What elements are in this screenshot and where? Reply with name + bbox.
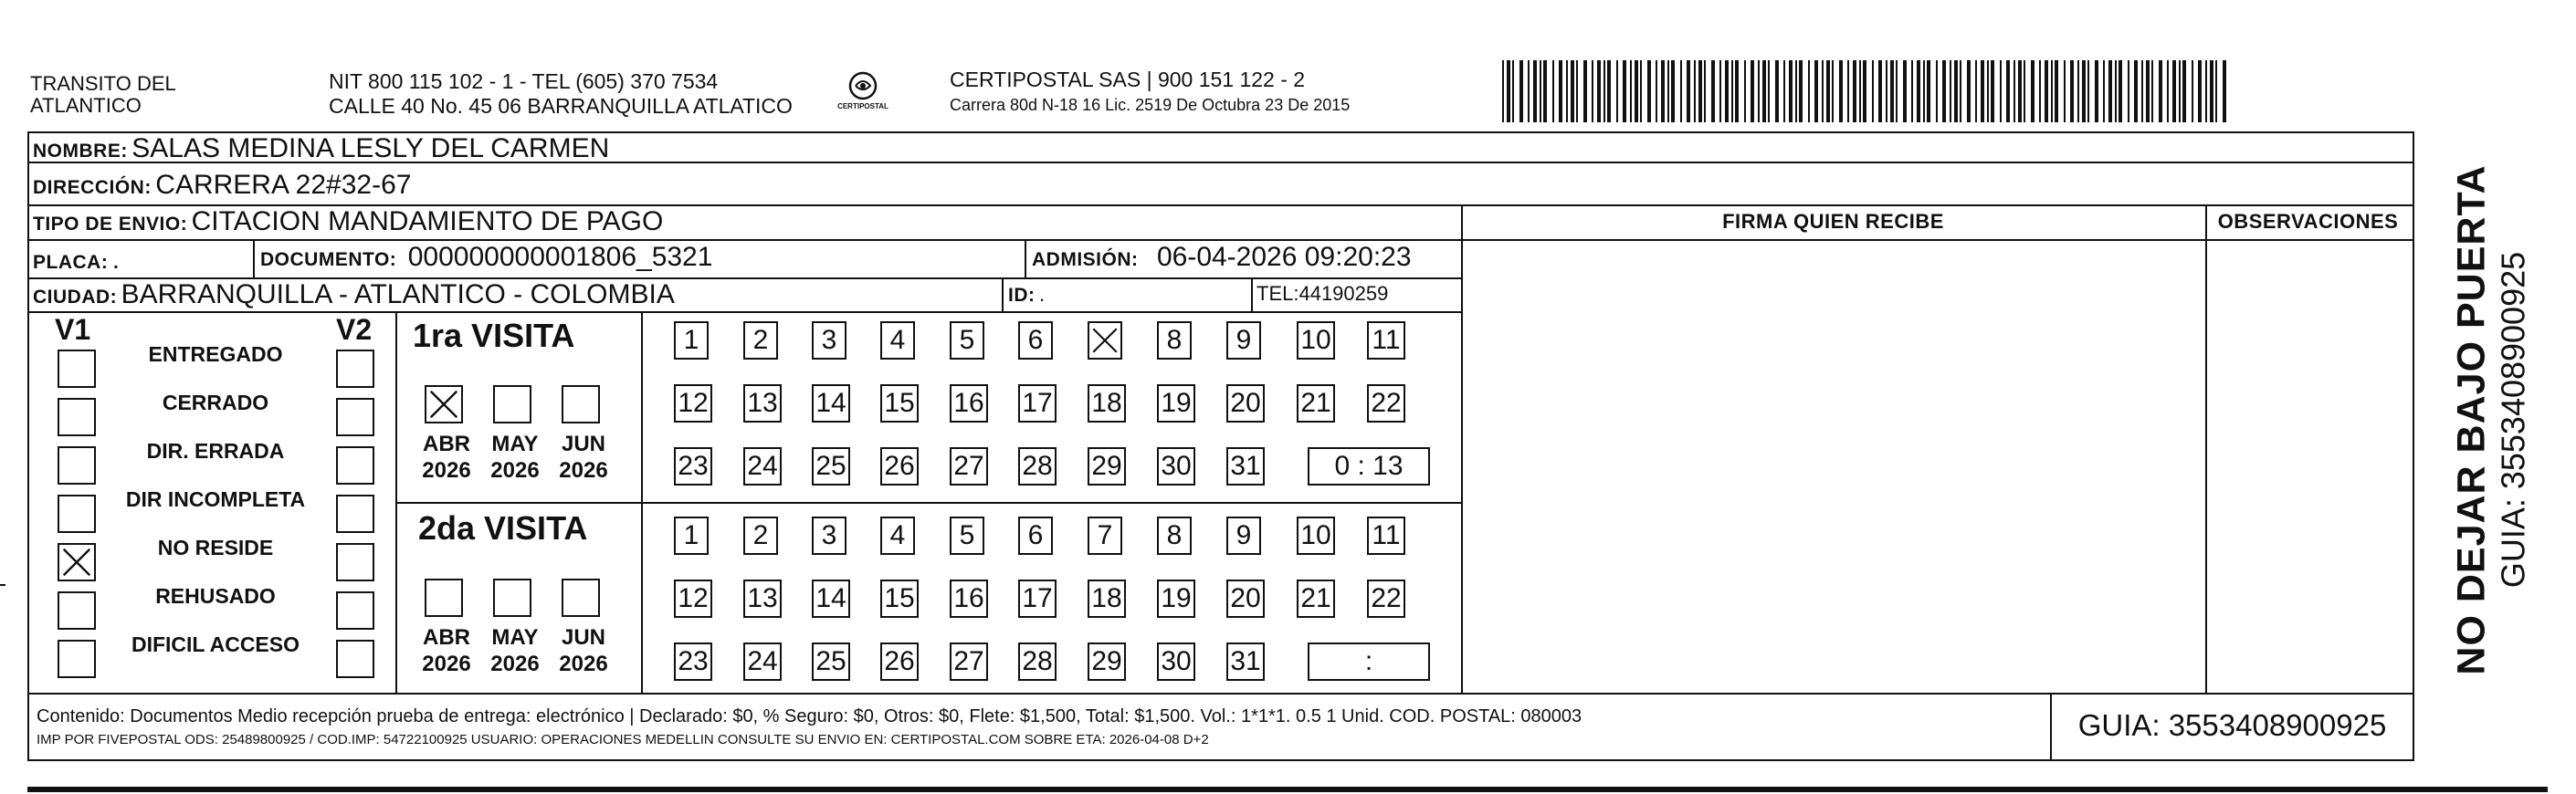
month-checkbox[interactable] [425, 385, 463, 423]
month-label [483, 431, 547, 484]
nombre-label: NOMBRE: [33, 141, 128, 162]
courier-address: Carrera 80d N-18 16 Lic. 2519 De Octubra 23 De 2015 [950, 96, 1351, 114]
day-box[interactable]: 9 [1226, 517, 1261, 555]
day-box[interactable]: 27 [950, 447, 988, 486]
month-checkbox[interactable] [493, 579, 531, 617]
day-box[interactable]: 10 [1297, 321, 1335, 360]
day-box[interactable]: 18 [1088, 384, 1126, 423]
month-name: ABR [423, 432, 470, 456]
day-box[interactable]: 6 [1018, 321, 1053, 360]
org-contact [329, 69, 793, 119]
courier-line: CERTIPOSTAL SAS | 900 151 122 - 2 [950, 68, 1306, 91]
month-checkbox[interactable] [425, 579, 463, 617]
admision-label: ADMISIÓN: [1032, 249, 1139, 270]
documento-label: DOCUMENTO: [260, 249, 397, 270]
month-name: MAY [491, 432, 539, 456]
month-label [415, 624, 478, 677]
month-name: ABR [423, 625, 470, 650]
day-box[interactable]: 2 [743, 517, 778, 555]
month-name: JUN [561, 625, 605, 650]
nombre-value: SALAS MEDINA LESLY DEL CARMEN [131, 133, 610, 163]
address-line: CALLE 40 No. 45 06 BARRANQUILLA ATLATICO [329, 94, 793, 118]
observaciones-label: OBSERVACIONES [2217, 210, 2399, 233]
admision-field [1032, 242, 1412, 273]
day-box[interactable]: 24 [743, 447, 782, 486]
day-box[interactable]: 13 [743, 384, 782, 423]
tel-value: 44190259 [1299, 282, 1389, 305]
direccion-label: DIRECCIÓN: [33, 177, 152, 198]
day-box[interactable]: 16 [950, 580, 988, 618]
day-box[interactable]: 3 [812, 321, 846, 360]
direccion-value: CARRERA 22#32-67 [155, 170, 412, 200]
firma-label: FIRMA QUIEN RECIBE [1722, 210, 1944, 233]
status-option-label: CERRADO [162, 391, 269, 414]
day-box[interactable]: 6 [1018, 517, 1053, 555]
day-box[interactable]: 29 [1088, 447, 1126, 486]
day-box[interactable]: 17 [1018, 580, 1057, 618]
month-label [415, 431, 478, 484]
day-box[interactable]: 28 [1018, 643, 1057, 681]
day-box[interactable]: 2 [743, 321, 778, 360]
day-box[interactable]: 14 [812, 580, 850, 618]
ciudad-field [33, 279, 675, 310]
day-box[interactable]: 30 [1157, 447, 1195, 486]
org-line1: TRANSITO DEL [30, 72, 176, 95]
month-year: 2026 [559, 652, 608, 676]
tipo-value: CITACION MANDAMIENTO DE PAGO [191, 206, 664, 236]
id-field [1008, 283, 1045, 307]
documento-field [260, 242, 712, 273]
month-checkbox[interactable] [562, 579, 600, 617]
time-box[interactable]: 0 : 13 [1308, 447, 1430, 486]
day-box[interactable]: 20 [1226, 580, 1265, 618]
month-year: 2026 [559, 458, 608, 483]
second-visit-label: 2da VISITA [418, 509, 588, 547]
day-box[interactable]: 16 [950, 384, 988, 423]
courier-info [950, 68, 1350, 115]
day-box[interactable]: 8 [1157, 321, 1192, 360]
admision-value: 06-04-2026 09:20:23 [1156, 242, 1412, 272]
month-year: 2026 [490, 458, 540, 483]
id-label: ID: [1008, 285, 1036, 306]
day-box[interactable]: 23 [674, 447, 712, 486]
day-box[interactable]: 29 [1088, 643, 1126, 681]
month-year: 2026 [422, 652, 471, 676]
day-box[interactable]: 26 [880, 447, 919, 486]
status-option-label: DIR. ERRADA [146, 439, 285, 463]
day-box[interactable]: 31 [1226, 643, 1265, 681]
day-box[interactable]: 21 [1297, 384, 1335, 423]
day-box[interactable]: 9 [1226, 321, 1261, 360]
day-box[interactable]: 28 [1018, 447, 1057, 486]
margin-tick [0, 584, 5, 586]
month-name: MAY [491, 625, 539, 650]
month-year: 2026 [422, 458, 471, 483]
day-box[interactable]: 8 [1157, 517, 1192, 555]
tipo-label: TIPO DE ENVIO: [33, 214, 188, 235]
day-box[interactable]: 12 [674, 384, 712, 423]
day-box[interactable]: 22 [1367, 580, 1405, 618]
barcode [1502, 60, 2233, 122]
placa-field [33, 245, 120, 276]
day-box[interactable]: 24 [743, 643, 782, 681]
day-box[interactable]: 11 [1367, 321, 1405, 360]
nombre-row [33, 133, 609, 164]
status-option-label: NO RESIDE [157, 536, 274, 559]
placa-label: PLACA: [33, 252, 109, 273]
day-box[interactable]: 22 [1367, 384, 1405, 423]
month-name: JUN [561, 432, 605, 456]
day-box[interactable]: 27 [950, 643, 988, 681]
month-checkbox[interactable] [493, 385, 531, 423]
day-box[interactable]: 26 [880, 643, 919, 681]
tel-label: TEL: [1256, 282, 1299, 305]
day-box[interactable]: 18 [1088, 580, 1126, 618]
month-year: 2026 [490, 652, 540, 676]
contenido-line: Contenido: Documentos Medio recepción prueba de entrega: electrónico | Declarado: $0, % Seguro: $0, Otros: $0, Flete: $1,500, Total: $1,500. Vol.: 1*1*1. 0.5 1 Unid. COD. POSTAL: 080003 [37, 706, 1582, 726]
ciudad-value: BARRANQUILLA - ATLANTICO - COLOMBIA [121, 279, 675, 309]
month-label [483, 624, 547, 677]
ciudad-label: CIUDAD: [33, 287, 118, 308]
v2-label: V2 [336, 313, 373, 346]
day-box[interactable] [1088, 321, 1122, 360]
side-warning: NO DEJAR BAJO PUERTA [2449, 164, 2494, 675]
certipostal-logo [836, 66, 890, 120]
v1-label: V1 [55, 313, 91, 346]
day-box[interactable]: 15 [880, 580, 919, 618]
month-checkbox[interactable] [562, 385, 600, 423]
day-box[interactable]: 25 [812, 643, 850, 681]
day-box[interactable]: 31 [1226, 447, 1265, 486]
imp-line: IMP POR FIVEPOSTAL ODS: 25489800925 / COD.IMP: 54722100925 USUARIO: OPERACIONES MEDELLIN CONSULTE SU ENVIO EN: CERTIPOSTAL.COM SOBRE ETA: 2026-04-08 D+2 [37, 732, 1209, 747]
month-label [552, 431, 615, 484]
day-box[interactable]: 7 [1088, 517, 1122, 555]
first-visit-label: 1ra VISITA [413, 317, 575, 354]
tel-field [1256, 282, 1388, 306]
day-box[interactable]: 30 [1157, 643, 1195, 681]
day-box[interactable]: 11 [1367, 517, 1405, 555]
documento-value: 000000000001806_5321 [407, 242, 713, 272]
day-box[interactable]: 1 [674, 517, 709, 555]
day-box[interactable]: 1 [674, 321, 709, 360]
day-box[interactable]: 17 [1018, 384, 1057, 423]
day-box[interactable]: 12 [674, 580, 712, 618]
day-box[interactable]: 23 [674, 643, 712, 681]
day-box[interactable]: 25 [812, 447, 850, 486]
day-box[interactable]: 10 [1297, 517, 1335, 555]
day-box[interactable]: 20 [1226, 384, 1265, 423]
status-option-label: ENTREGADO [148, 342, 283, 366]
tipo-row [33, 206, 663, 237]
time-box[interactable]: : [1308, 643, 1430, 681]
side-guia: GUIA: 3553408900925 [2494, 251, 2532, 589]
day-box[interactable]: 14 [812, 384, 850, 423]
status-option-label: REHUSADO [155, 584, 276, 608]
day-box[interactable]: 15 [880, 384, 919, 423]
day-box[interactable]: 13 [743, 580, 782, 618]
org-line2: ATLANTICO [30, 94, 142, 117]
day-box[interactable]: 5 [950, 321, 984, 360]
placa-value: . [111, 245, 121, 275]
day-box[interactable]: 4 [880, 321, 915, 360]
month-label [552, 624, 615, 677]
org-name [30, 73, 176, 117]
bottom-edge [27, 787, 2548, 792]
status-option-label: DIFICIL ACCESO [131, 632, 300, 656]
nit-line: NIT 800 115 102 - 1 - TEL (605) 370 7534 [329, 69, 719, 93]
status-option-label: DIR INCOMPLETA [125, 487, 306, 511]
day-box[interactable]: 4 [880, 517, 915, 555]
logo-text: CERTIPOSTAL [837, 102, 888, 110]
day-box[interactable]: 21 [1297, 580, 1335, 618]
day-box[interactable]: 3 [812, 517, 846, 555]
footer-guia: GUIA: 3553408900925 [2077, 708, 2387, 742]
id-value: . [1038, 283, 1046, 306]
day-box[interactable]: 19 [1157, 580, 1195, 618]
day-box[interactable]: 5 [950, 517, 984, 555]
day-box[interactable]: 19 [1157, 384, 1195, 423]
direccion-row [33, 170, 411, 201]
